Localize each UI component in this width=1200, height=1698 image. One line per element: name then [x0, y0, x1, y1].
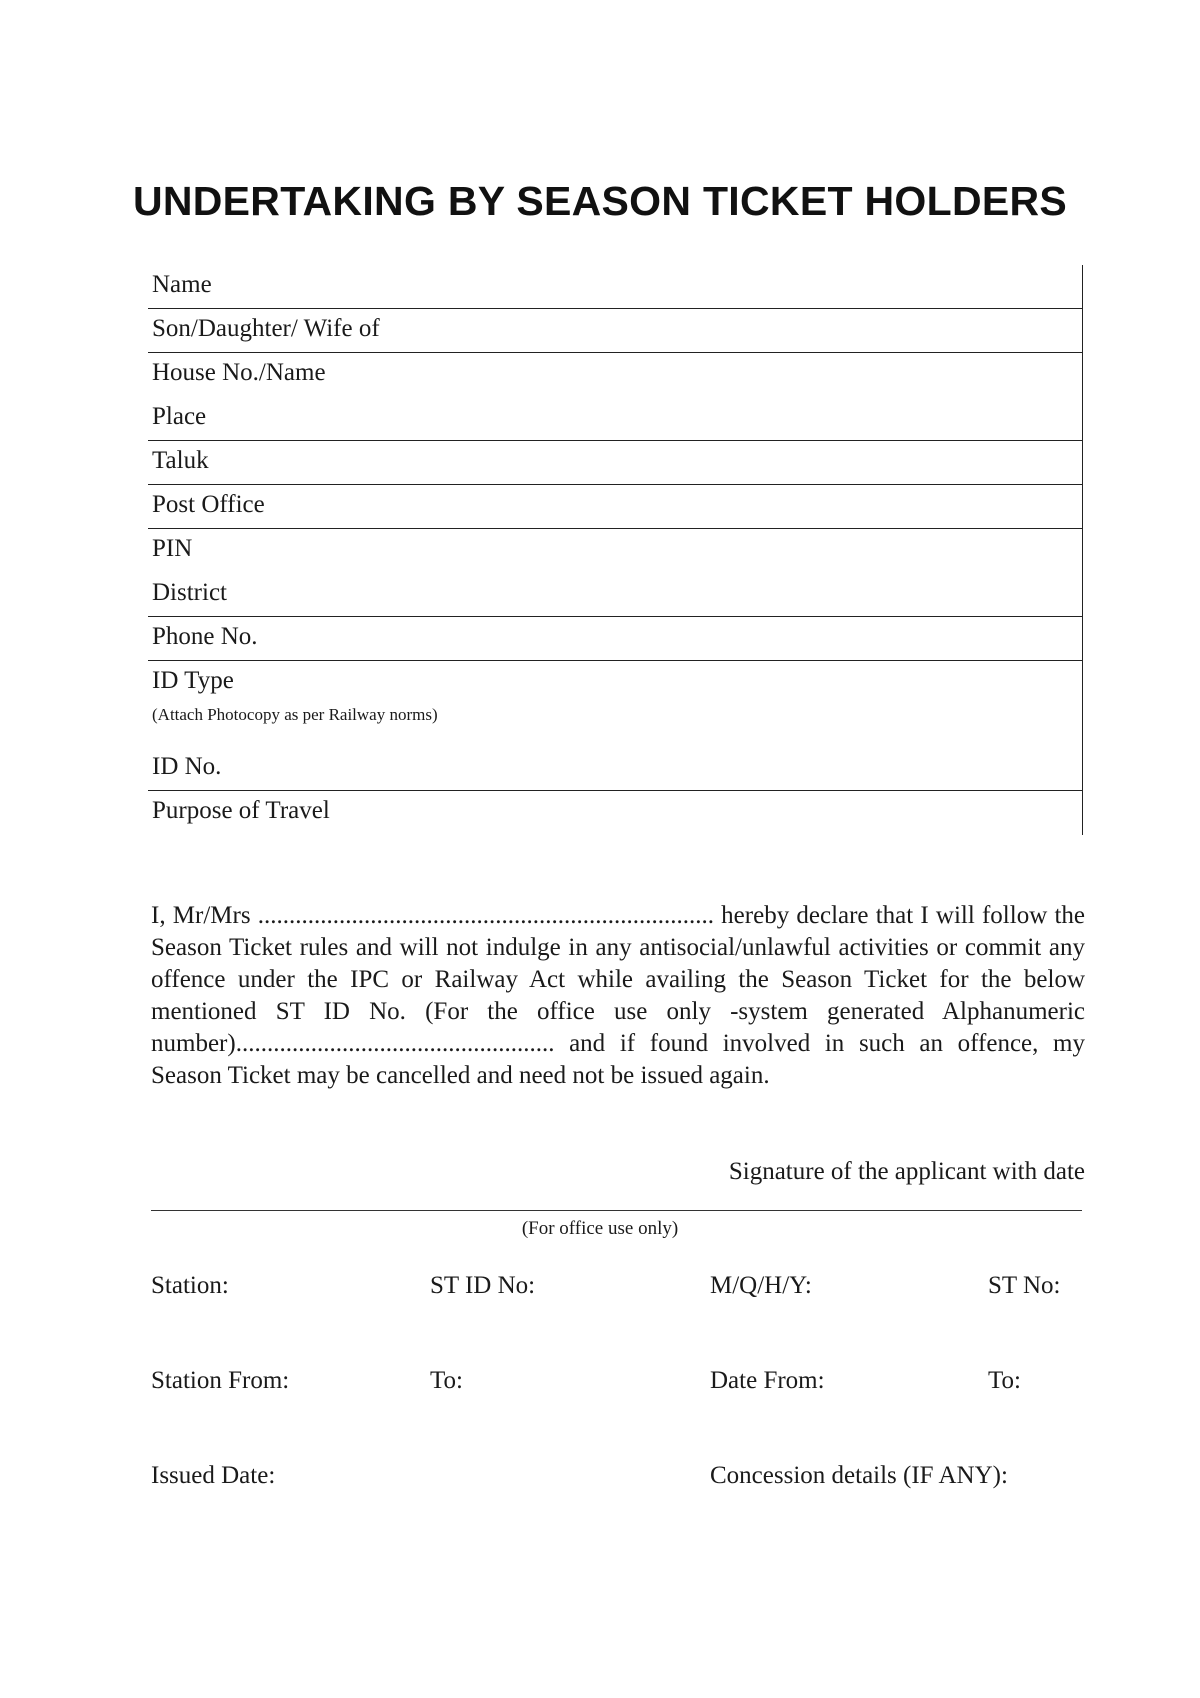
id-no-label: ID No.: [152, 753, 222, 780]
form-row-relation[interactable]: [148, 309, 1082, 353]
date-from-field: Date From:: [710, 1367, 825, 1394]
declaration-text: I, Mr/Mrs ......................................................................... hereby declare that I will follow the Season Ticket rules and will not indulge in any antisocial/unlawful activities or commit any offence under the IPC or Railway Act while availing the Season Ticket for the below mentioned ST ID No. (For the office use only -system generated Alphanumeric number)................................................... and if found involved in such an offence, my Season Ticket may be cancelled and need not be issued again.: [151, 902, 1085, 1089]
mqhy-field: M/Q/H/Y:: [710, 1272, 812, 1299]
purpose-label: Purpose of Travel: [152, 797, 330, 824]
form-row-post-office[interactable]: [148, 485, 1082, 529]
signature-label: Signature of the applicant with date: [728, 1158, 1085, 1185]
office-use-caption: (For office use only): [521, 1218, 679, 1239]
station-to-field: To:: [430, 1367, 463, 1394]
form-row-id-type[interactable]: [148, 661, 1082, 747]
issued-date-field: Issued Date:: [151, 1462, 276, 1489]
phone-label: Phone No.: [152, 623, 258, 650]
form-row-taluk[interactable]: [148, 441, 1082, 485]
concession-field: Concession details (IF ANY):: [710, 1462, 1008, 1489]
form-row-district[interactable]: [148, 573, 1082, 617]
id-type-label: ID Type: [152, 667, 234, 694]
date-to-field: To:: [988, 1367, 1021, 1394]
house-label: House No./Name: [152, 359, 326, 386]
form-row-place[interactable]: [148, 397, 1082, 441]
form-row-purpose[interactable]: [148, 791, 1082, 835]
station-from-field: Station From:: [151, 1367, 290, 1394]
name-label: Name: [152, 271, 212, 298]
office-divider: [151, 1210, 1082, 1211]
applicant-details-table: [148, 265, 1083, 835]
st-no-field: ST No:: [988, 1272, 1061, 1299]
form-row-id-no[interactable]: [148, 747, 1082, 791]
id-type-note: (Attach Photocopy as per Railway norms): [152, 705, 438, 724]
form-row-house[interactable]: [148, 353, 1082, 397]
district-label: District: [152, 579, 227, 606]
page-title: UNDERTAKING BY SEASON TICKET HOLDERS: [132, 178, 1068, 224]
relation-label: Son/Daughter/ Wife of: [152, 315, 380, 342]
pin-label: PIN: [152, 535, 193, 562]
place-label: Place: [152, 403, 207, 430]
form-row-name[interactable]: [148, 265, 1082, 309]
form-row-phone[interactable]: [148, 617, 1082, 661]
station-field: Station:: [151, 1272, 229, 1299]
taluk-label: Taluk: [152, 447, 209, 474]
form-row-pin[interactable]: [148, 529, 1082, 573]
st-id-no-field: ST ID No:: [430, 1272, 536, 1299]
post-office-label: Post Office: [152, 491, 265, 518]
